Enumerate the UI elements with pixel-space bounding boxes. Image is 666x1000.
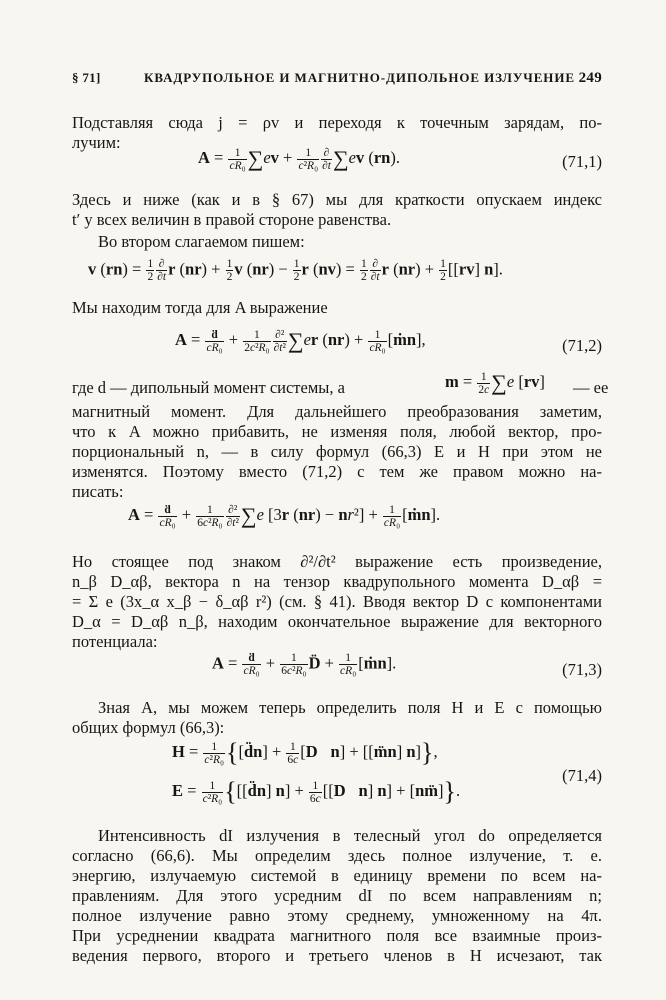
text-line: Мы находим тогда для A выражение [72, 298, 328, 317]
text-line: что к A можно прибавить, не изменяя поля, любой вектор, про- [72, 422, 602, 441]
text-line: писать: [72, 482, 124, 501]
header-section: § 71] [72, 70, 101, 85]
text-line: согласно (66,6). Мы определим здесь полное излучение, т. е. [72, 846, 602, 865]
equation-quadrupole-form: A = $\frac{\text{ḋ}}{\text{cR₀}}$ + $\frac{1}{\text{6c²R₀}}$ $\frac{\text{∂²}}{\text{∂t²}}$ ∑e [3r (nr) − nr²] + $\frac{1}{\text{cR₀}}$ [ṁn]. [128, 503, 441, 529]
equation-number: (71,4) [562, 766, 602, 785]
text-line: магнитный момент. Для дальнейшего преобразования заметим, [72, 402, 602, 421]
text-line: правлениям. Для этого усредним dI по всем направлениям n; [72, 886, 602, 905]
text-line: общих формул (66,3): [72, 718, 225, 737]
equation-71-3: A = $\frac{\text{ḋ}}{\text{cR₀}}$ + $\frac{1}{\text{6c²R₀}}$ D̈ + $\frac{1}{\text{cR₀}}$ [ṁn]. [212, 652, 397, 677]
text-line: энергию, излучаемую системой в единицу времени по всем на- [72, 866, 602, 885]
equation-number: (71,3) [562, 660, 602, 679]
text-line: D_α = D_αβ n_β, находим окончательное выражение для векторного [72, 612, 602, 631]
text-line: Интенсивность dI излучения в телесный угол do определяется [98, 826, 602, 845]
equation-number: (71,2) [562, 336, 602, 355]
text-line: Зная A, мы можем теперь определить поля H и E с помощью [98, 698, 602, 717]
text-line: — ее [573, 378, 609, 397]
text-line: Здесь и ниже (как и в § 67) мы для краткости опускаем индекс [72, 190, 602, 209]
text-line: t′ у всех величин в правой стороне равенства. [72, 210, 392, 229]
text-line: Подставляя сюда j = ρv и переходя к точечным зарядам, по- [72, 113, 602, 132]
text-line: полное излучение равно этому среднему, умноженному на 4π. [72, 906, 602, 925]
text-line: порциональный n, — в силу формул (66,3) E и H при этом не [72, 442, 602, 461]
text-line: потенциала: [72, 632, 158, 651]
text-line: При усреднении квадрата магнитного поля все взаимные произ- [72, 926, 602, 945]
header-title: КВАДРУПОЛЬНОЕ И МАГНИТНО-ДИПОЛЬНОЕ ИЗЛУЧЕНИЕ [144, 70, 575, 85]
equation-71-4-E: E = $\frac{1}{\text{c²R₀}}$ {[[d̈n] n] + $\frac{1}{6c}$ [[D⃛n] n] + [nm̈]}. [172, 777, 461, 806]
equation-71-2: A = $\frac{\text{ḋ}}{\text{cR₀}}$ + $\frac{1}{\text{2c²R₀}}$ $\frac{\text{∂²}}{\text{∂t²}}$ ∑er (nr) + $\frac{1}{\text{cR₀}}$ [ṁn], [175, 328, 426, 354]
text-line: где d — дипольный момент системы, а [72, 378, 345, 397]
page-number: 249 [578, 70, 602, 86]
text-line: лучим: [72, 133, 121, 152]
text-line: = Σ e (3x_α x_β − δ_αβ r²) (см. § 41). Вводя вектор D с компонентами [72, 592, 602, 611]
equation-vrn: v (rn) = $\frac{1}{2}$ $\frac{\partial}{\partial t}$ r (nr) + $\frac{1}{2}$ v (nr) − $\frac{1}{2}$ r (nv) = $\frac{1}{2}$ $\frac{\partial}{\partial t}$ r (nr) + $\frac{1}{2}$ [[rv] n]. [88, 258, 503, 283]
text-line: Но стоящее под знаком ∂²/∂t² выражение есть произведение, [72, 552, 602, 571]
magnetic-moment-formula: m = $\frac{1}{2c}$ ∑e [rv] [445, 370, 545, 396]
running-header [72, 70, 602, 92]
equation-71-1: A = $\frac{1}{\text{cR₀}}$ ∑ev + $\frac{1}{\text{c²R₀}}$ $\frac{\partial}{\partial t}$ ∑ev (rn). [198, 146, 400, 172]
text-line: изменятся. Поэтому вместо (71,2) с тем же правом можно на- [72, 462, 602, 481]
equation-71-4-H: H = $\frac{1}{\text{c²R₀}}$ {[d̈n] + $\frac{1}{6c}$ [D⃛n] + [[m̈n] n]}, [172, 738, 438, 767]
equation-number: (71,1) [562, 152, 602, 171]
text-line: ведения первого, второго и третьего членов в H исчезают, так [72, 946, 602, 965]
text-line: Во втором слагаемом пишем: [98, 232, 305, 251]
text-line: n_β D_αβ, вектора n на тензор квадрупольного момента D_αβ = [72, 572, 602, 591]
